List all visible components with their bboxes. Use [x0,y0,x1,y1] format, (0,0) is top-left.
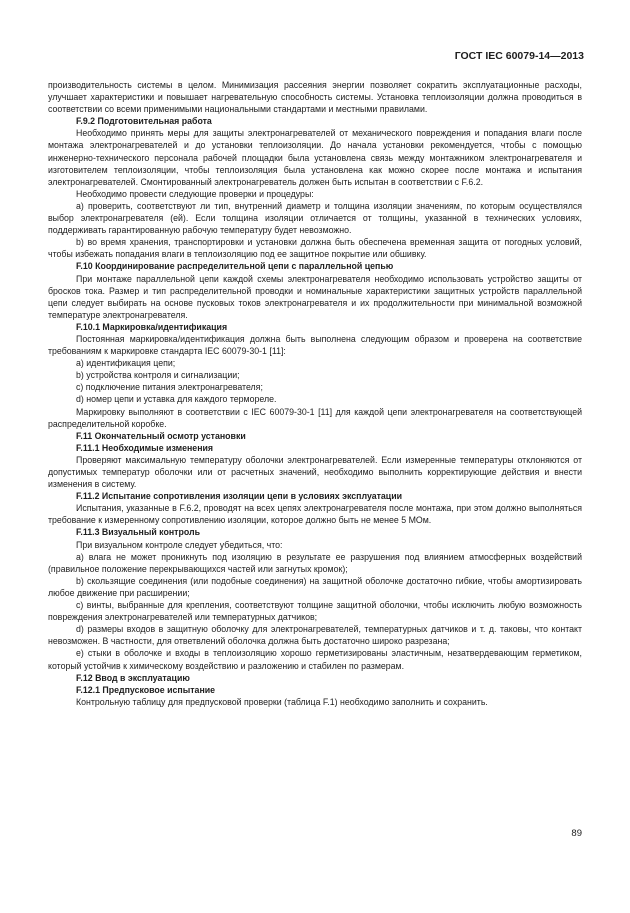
section-heading-f11-3: F.11.3 Визуальный контроль [76,527,200,538]
page-body [48,79,582,708]
list-item: b) во время хранения, транспортировки и установки должна быть обеспечена временная защита от погодных условий, чтобы избежать попадания влаги в теплоизоляцию под ее защитное покрытие или обшивку. [48,237,582,260]
list-item: d) номер цепи и уставка для каждого термореле. [76,394,277,405]
paragraph: Маркировку выполняют в соответствии с IEC 60079-30-1 [11] для каждой цепи электронагревателя на соответствующей распределительной коробке. [48,406,582,429]
list-item: e) стыки в оболочке и входы в теплоизоляцию хорошо герметизированы эластичным, незатвердевающим герметиком, который устойчив к химическому воздействию и разложению и стабилен по размерам. [48,648,582,671]
section-heading-f10: F.10 Координирование распределительной цепи с параллельной цепью [76,261,394,272]
document-header: ГОСТ IEC 60079-14—2013 [454,50,584,62]
paragraph: Необходимо провести следующие проверки и процедуры: [76,188,314,199]
section-heading-f11: F.11 Окончательный осмотр установки [76,430,246,441]
section-heading-f11-2: F.11.2 Испытание сопротивления изоляции цепи в условиях эксплуатации [76,491,403,502]
paragraph: При визуальном контроле следует убедиться, что: [76,539,283,550]
section-heading-f12: F.12 Ввод в эксплуатацию [76,672,190,683]
page-number: 89 [571,828,582,839]
paragraph: Необходимо принять меры для защиты электронагревателей от механического повреждения и попадания влаги после монтажа электронагревателей и до установки теплоизоляции. До начала установки рекомендуется, чтобы с помощью инженерно-технического персонала рабочей площадки была установлена связь между монтажником электронагревателя и изготовителем теплоизоляции, чтобы теплоизоляция была установлена как можно скорее после монтажа и испытания электронагревателей. Смонтированный электронагреватель должен быть испытан в соответствии с F.6.2. [48,128,582,187]
section-heading-f12-1: F.12.1 Предпусковое испытание [76,684,216,695]
list-item: c) подключение питания электронагревателя; [76,382,263,393]
list-item: b) устройства контроля и сигнализации; [76,370,240,381]
list-item: a) идентификация цепи; [76,358,176,369]
section-heading-f10-1: F.10.1 Маркировка/идентификация [76,321,228,332]
list-item: b) скользящие соединения (или подобные соединения) на защитной оболочке достаточно гибкие, чтобы амортизировать любое движение при расширении; [48,575,582,598]
paragraph: Испытания, указанные в F.6.2, проводят на всех цепях электронагревателя после монтажа, при этом должно выполняться требование к измеренному сопротивлению изоляции, которое должно быть не менее 5 МОм. [48,503,582,526]
paragraph: Постоянная маркировка/идентификация должна быть выполнена следующим образом и проверена на соответствие требованиям к маркировке стандарта IEC 60079-30-1 [11]: [48,333,582,357]
list-item: a) проверить, соответствуют ли тип, внутренний диаметр и толщина изоляции значениям, по которым осуществлялся выбор электронагревателя (ей). Если толщина изоляции отличается от толщины, указанной в технических условиях, поддерживать гарантированную рабочую температуру будет невозможно. [48,200,582,236]
list-item: d) размеры входов в защитную оболочку для электронагревателей, температурных датчиков и т. д. таковы, что контакт невозможен. В частности, для ответвлений оболочка должна быть достаточно широко разрезана; [48,624,582,647]
paragraph: При монтаже параллельной цепи каждой схемы электронагревателя необходимо использовать устройство защиты от бросков тока. Размер и тип распределительной проводки и номинальные характеристики защитных устройств параллельной цепи следует выбирать на основе пусковых токов электронагревателя и их продолжительности при минимальной возможной температуре электронагревателя. [48,273,582,320]
section-heading-f9-2: F.9.2 Подготовительная работа [76,116,212,127]
list-item: c) винты, выбранные для крепления, соответствуют толщине защитной оболочки, чтобы исключить любую возможность повреждения электронагревателей или температурных датчиков; [48,600,582,623]
paragraph: Проверяют максимальную температуру оболочки электронагревателей. Если измеренные температуры отклоняются от допустимых температур оболочки или от расчетных значений, необходимо выполнить корректирующие действия и внести изменения в систему. [48,454,582,490]
paragraph-continuation: производительность системы в целом. Минимизация рассеяния энергии позволяет сократить эксплуатационные расходы, улучшает характеристики и повышает нагревательную способность системы. Установка теплоизоляции должна проводиться в соответствии со всеми применимыми национальными стандартами и местными правилами. [48,80,582,115]
list-item: a) влага не может проникнуть под изоляцию в результате ее разрушения под влиянием атмосферных воздействий (правильное положение перекрывающихся частей или загнутых кромок); [48,551,582,574]
paragraph: Контрольную таблицу для предпусковой проверки (таблица F.1) необходимо заполнить и сохранить. [76,696,488,707]
section-heading-f11-1: F.11.1 Необходимые изменения [76,442,214,453]
